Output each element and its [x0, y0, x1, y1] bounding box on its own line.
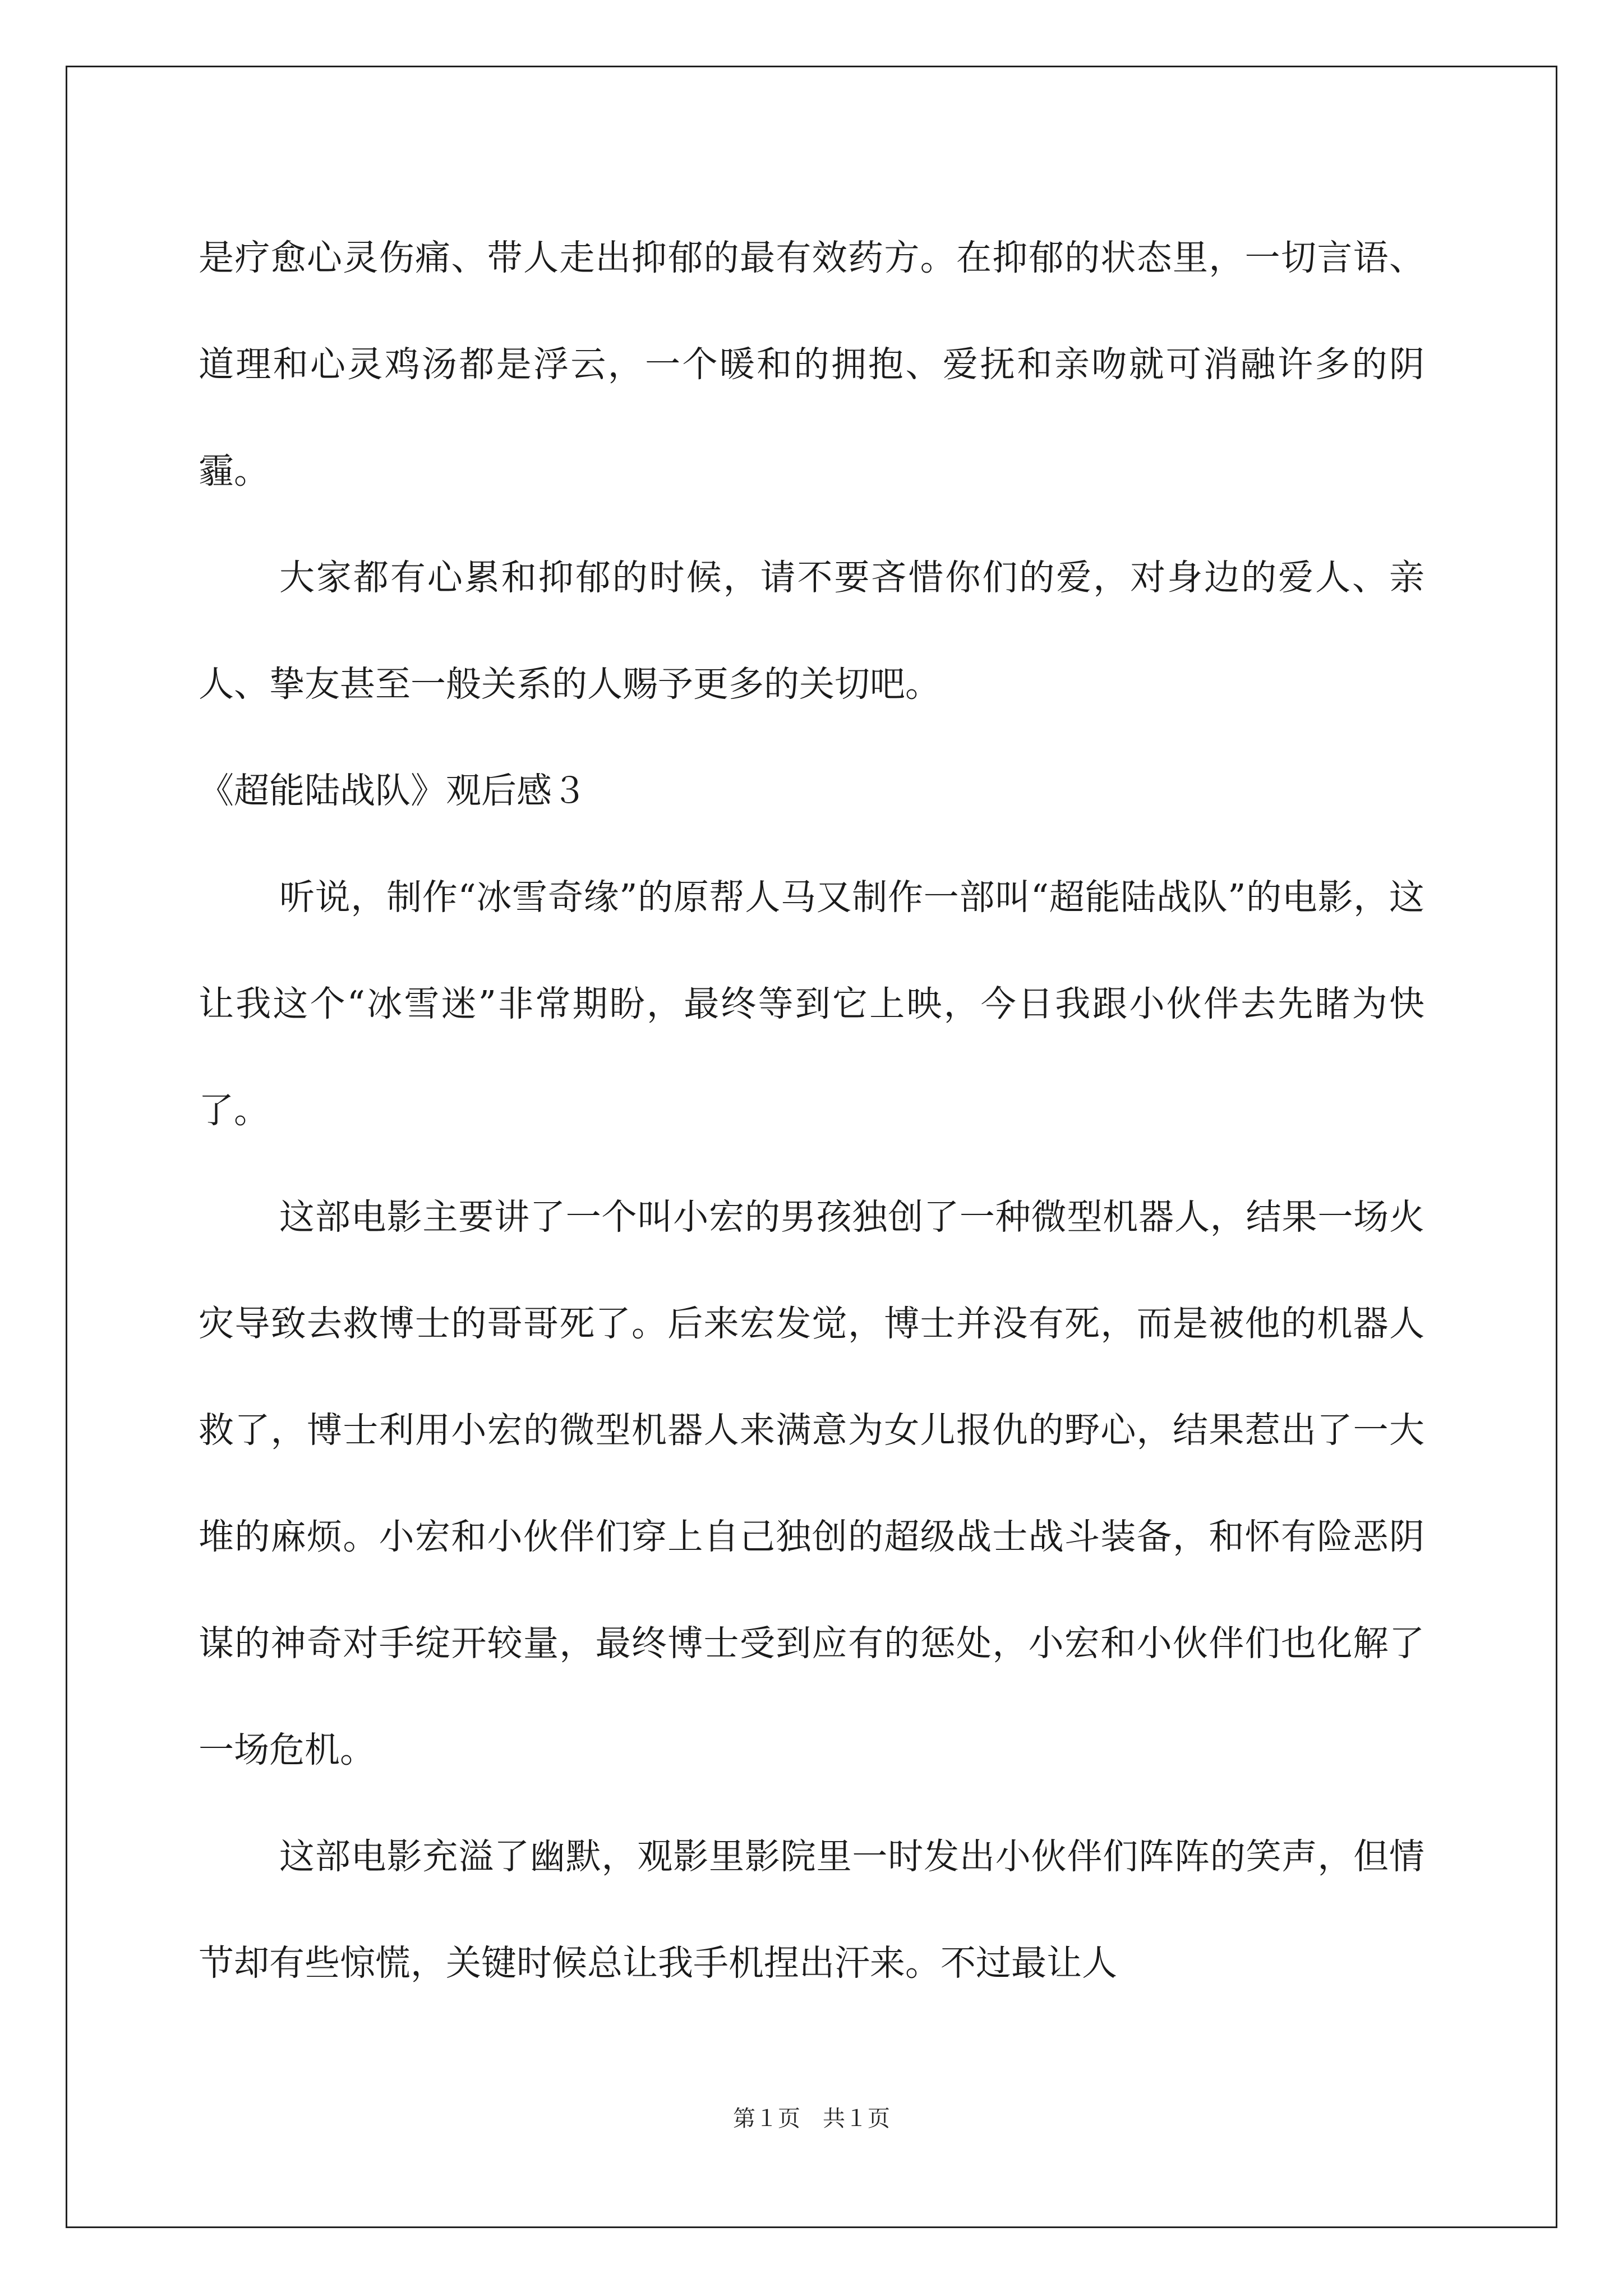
paragraph-impression: 这部电影充溢了幽默，观影里影院里一时发出小伙伴们阵阵的笑声，但情节却有些惊慌，关键时候总让我手机捏出汗来。不过最让人	[199, 1836, 1424, 1984]
paragraph-advice: 大家都有心累和抑郁的时候，请不要吝惜你们的爱，对身边的爱人、亲人、挚友甚至一般关系的人赐予更多的关切吧。	[199, 557, 1424, 705]
paragraph-plot: 这部电影主要讲了一个叫小宏的男孩独创了一种微型机器人，结果一场火灾导致去救博士的哥哥死了。后来宏发觉，博士并没有死，而是被他的机器人救了，博士利用小宏的微型机器人来满意为女儿报仇的野心，结果惹出了一大堆的麻烦。小宏和小伙伴们穿上自己独创的超级战士战斗装备，和怀有险恶阴谋的神奇对手绽开较量，最终博士受到应有的惩处，小宏和小伙伴们也化解了一场危机。	[199, 1197, 1424, 1770]
paragraph-intro: 听说，制作“冰雪奇缘”的原帮人马又制作一部叫“超能陆战队”的电影，这让我这个“冰雪迷”非常期盼，最终等到它上映，今日我跟小伙伴去先睹为快了。	[199, 877, 1424, 1131]
paragraph-continuation: 是疗愈心灵伤痛、带人走出抑郁的最有效药方。在抑郁的状态里，一切言语、道理和心灵鸡汤都是浮云，一个暖和的拥抱、爱抚和亲吻就可消融许多的阴霾。	[199, 237, 1424, 491]
document-body	[199, 205, 1424, 2017]
page-number-footer: 第１页 共１页	[733, 2106, 890, 2131]
section-heading: 《超能陆战队》观后感３	[199, 770, 587, 811]
